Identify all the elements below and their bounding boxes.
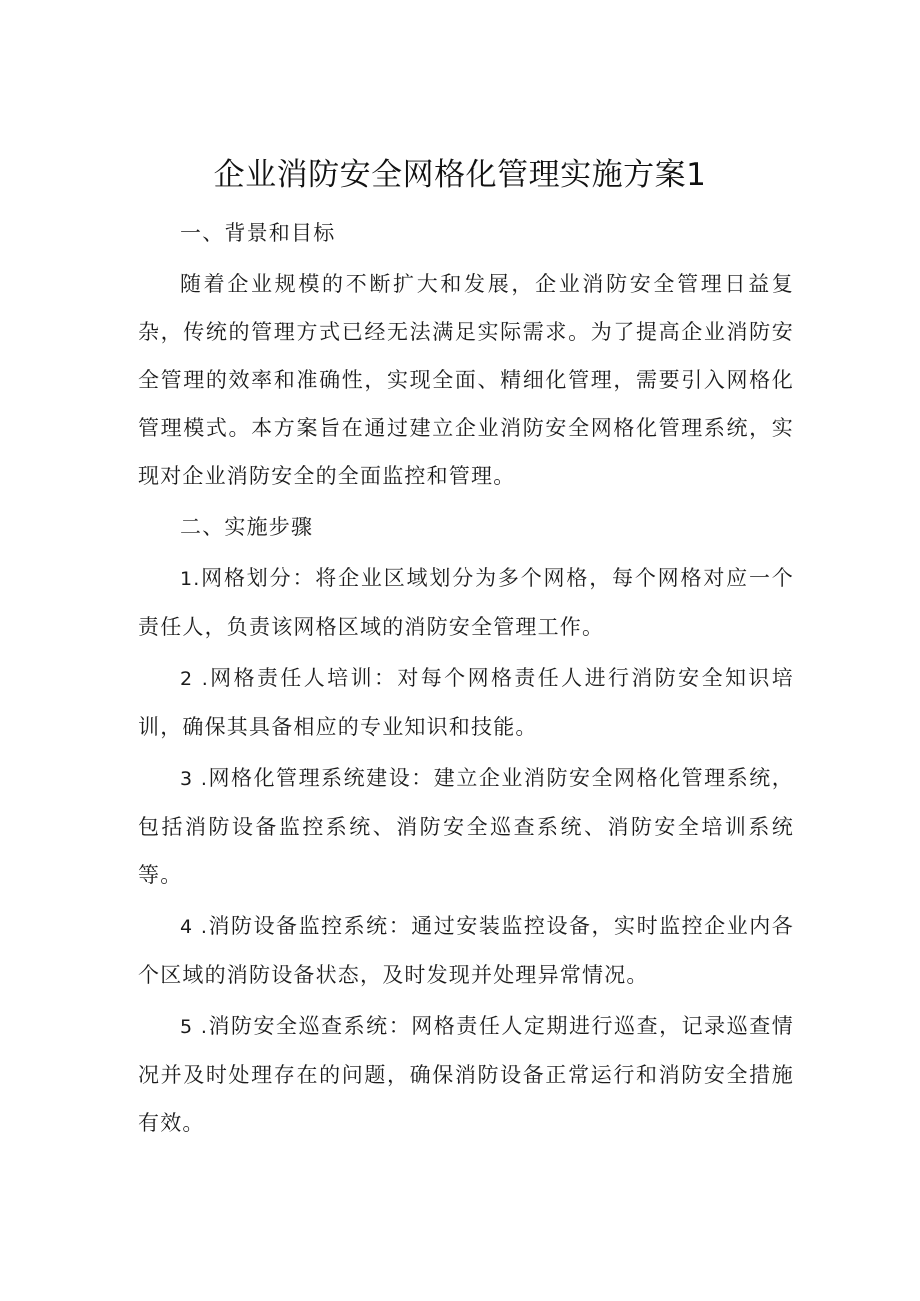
step-item-5: [138, 1002, 794, 1147]
step-text: 网格划分：将企业区域划分为多个网格，每个网格对应一个责任人，负责该网格区域的消防安全管理工作。: [138, 566, 794, 639]
step-item-3: [138, 754, 794, 899]
document-body: [138, 209, 794, 1147]
step-number: 4 .: [180, 916, 209, 938]
step-number: 3 .: [180, 768, 209, 790]
step-text: 网格化管理系统建设：建立企业消防安全网格化管理系统，包括消防设备监控系统、消防安全巡查系统、消防安全培训系统等。: [138, 766, 794, 887]
step-item-4: [138, 902, 794, 999]
section-1-paragraph: 随着企业规模的不断扩大和发展，企业消防安全管理日益复杂，传统的管理方式已经无法满足实际需求。为了提高企业消防安全管理的效率和准确性，实现全面、精细化管理，需要引入网格化管理模式。本方案旨在通过建立企业消防安全网格化管理系统，实现对企业消防安全的全面监控和管理。: [138, 272, 794, 488]
step-item-2: [138, 654, 794, 751]
step-text: 消防安全巡查系统：网格责任人定期进行巡查，记录巡查情况并及时处理存在的问题，确保消防设备正常运行和消防安全措施有效。: [138, 1014, 794, 1135]
section-1-heading: 一、背景和目标: [180, 221, 336, 245]
step-number: 5 .: [180, 1016, 209, 1038]
document-title: 企业消防安全网格化管理实施方案1: [213, 157, 707, 193]
step-item-1: [138, 554, 794, 651]
step-number: 1.: [180, 568, 201, 590]
step-number: 2 .: [180, 668, 209, 690]
section-2-heading: 二、实施步骤: [180, 515, 314, 539]
step-text: 网格责任人培训：对每个网格责任人进行消防安全知识培训，确保其具备相应的专业知识和技能。: [138, 666, 794, 739]
step-text: 消防设备监控系统：通过安装监控设备，实时监控企业内各个区域的消防设备状态，及时发现并处理异常情况。: [138, 914, 794, 987]
